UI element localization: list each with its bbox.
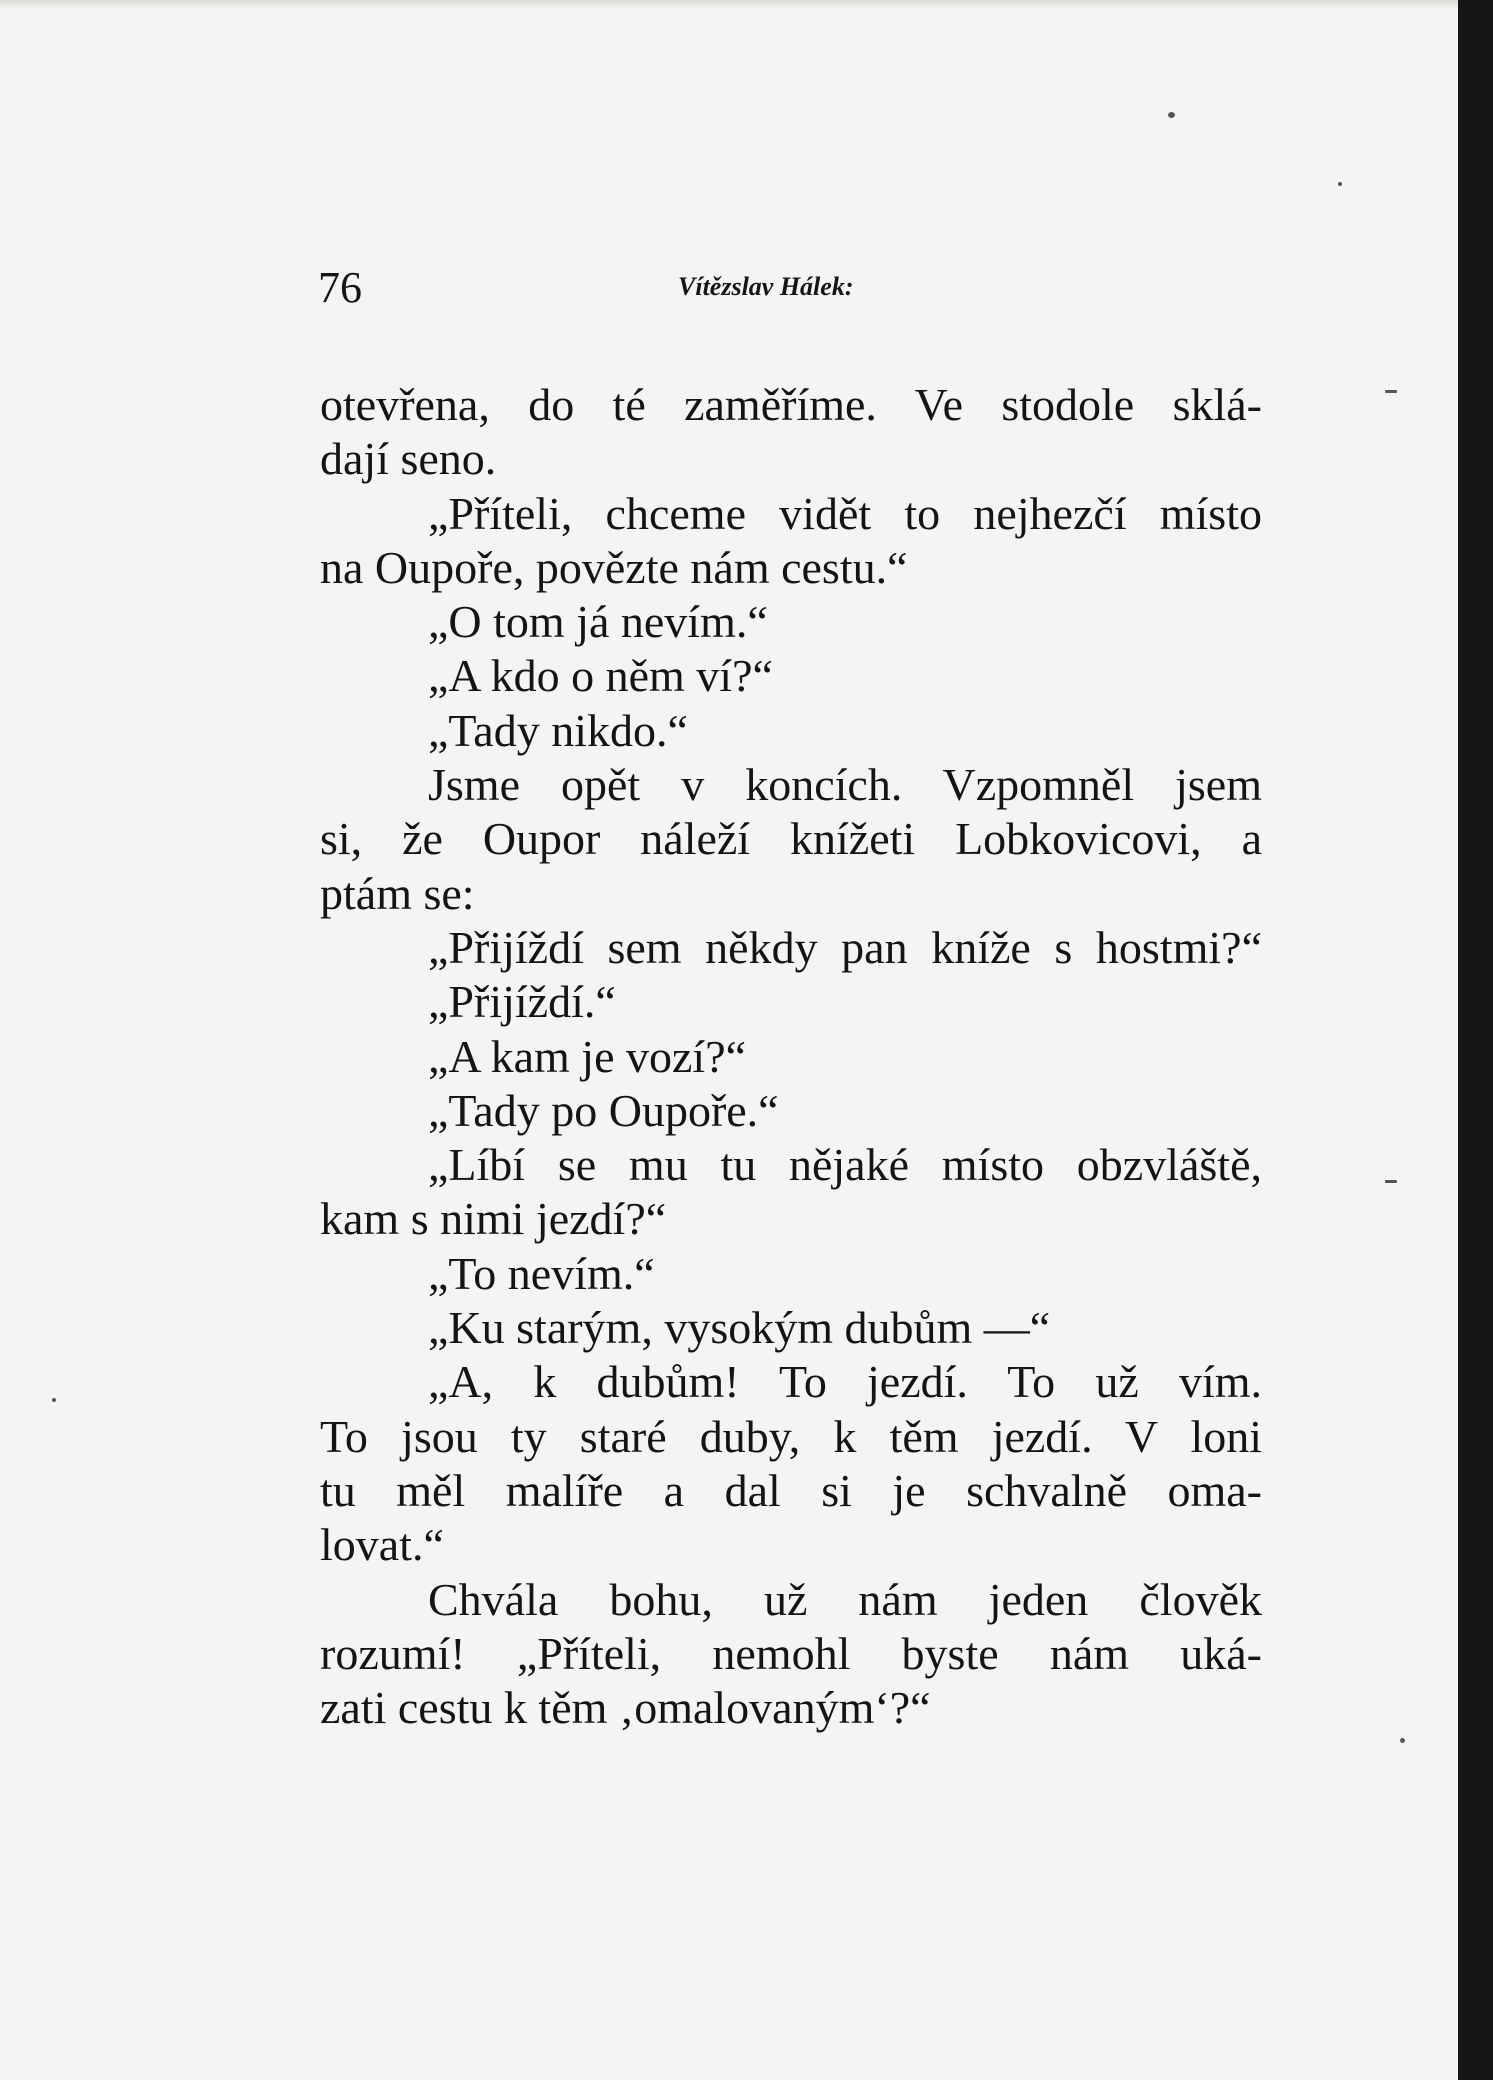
text-line: Chvála bohu, už nám jeden člověk bbox=[428, 1573, 1262, 1625]
paper-speck bbox=[1168, 112, 1175, 118]
running-head: Vítězslav Hálek: bbox=[678, 272, 854, 301]
paper-speck bbox=[52, 1398, 56, 1402]
text-line: otevřena, do té zaměříme. Ve stodole sklá- bbox=[320, 379, 1262, 430]
text-line: „A kdo o něm ví?“ bbox=[428, 650, 773, 702]
text-line: lovat.“ bbox=[320, 1519, 444, 1571]
page-top-edge bbox=[0, 0, 1458, 8]
text-line: „A kam je vozí?“ bbox=[428, 1030, 747, 1082]
text-line: „Přijíždí.“ bbox=[428, 976, 616, 1028]
text-line: „Přijíždí sem někdy pan kníže s hostmi?“ bbox=[428, 921, 1262, 973]
text-line: kam s nimi jezdí?“ bbox=[320, 1193, 667, 1245]
text-line: „A, k dubům! To jezdí. To už vím. bbox=[428, 1356, 1262, 1408]
text-line: „Tady nikdo.“ bbox=[428, 704, 688, 756]
page-header bbox=[318, 262, 1258, 322]
text-line: dají seno. bbox=[320, 433, 497, 485]
text-line: si, že Oupor náleží knížeti Lobkovicovi, a bbox=[320, 813, 1262, 865]
text-line: „To nevím.“ bbox=[428, 1247, 655, 1299]
paper-speck bbox=[1338, 182, 1342, 186]
paper-speck bbox=[1385, 1180, 1397, 1183]
text-line: rozumí! „Příteli, nemohl byste nám uká- bbox=[320, 1627, 1262, 1679]
text-line: na Oupoře, povězte nám cestu.“ bbox=[320, 541, 908, 593]
text-line: zati cestu k těm ‚omalovaným‘?“ bbox=[320, 1682, 931, 1734]
text-line: „Tady po Oupoře.“ bbox=[428, 1084, 779, 1136]
scan-edge bbox=[1458, 0, 1493, 2080]
body-text bbox=[320, 378, 1262, 1735]
text-line: „Líbí se mu tu nějaké místo obzvláště, bbox=[428, 1139, 1262, 1191]
text-line: „Ku starým, vysokým dubům —“ bbox=[428, 1302, 1051, 1354]
paper-speck bbox=[1385, 390, 1397, 393]
text-line: ptám se: bbox=[320, 867, 475, 919]
text-line: „O tom já nevím.“ bbox=[428, 596, 768, 648]
text-line: tu měl malíře a dal si je schvalně oma- bbox=[320, 1464, 1262, 1516]
text-line: To jsou ty staré duby, k těm jezdí. V loni bbox=[320, 1410, 1262, 1462]
paper-speck bbox=[1400, 1738, 1405, 1743]
text-line: Jsme opět v koncích. Vzpomněl jsem bbox=[428, 759, 1262, 811]
text-line: „Příteli, chceme vidět to nejhezčí místo bbox=[428, 487, 1262, 539]
page-number: 76 bbox=[318, 263, 362, 312]
